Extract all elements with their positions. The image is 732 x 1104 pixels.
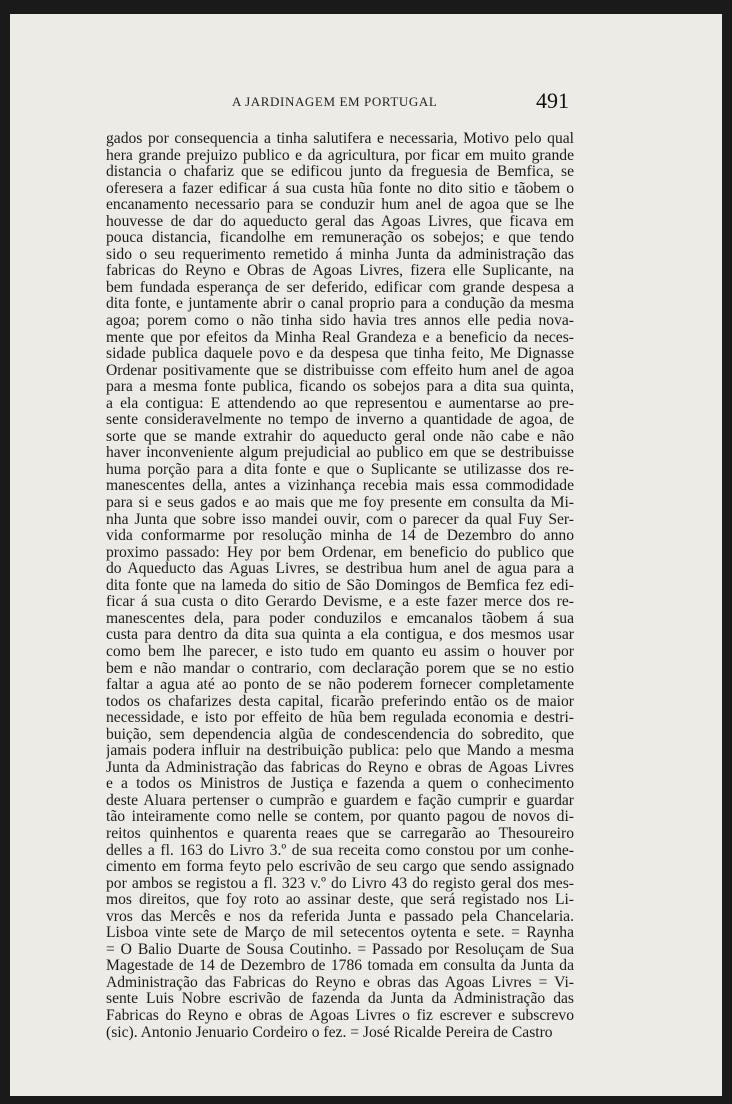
text-line: dita fonte que na lameda do sitio de São Domingos de Bemfica fez edi- xyxy=(106,577,574,594)
text-line: tão inteiramente como nelle se contem, por quanto pagou de novos di- xyxy=(106,809,574,826)
text-line: hera grande prejuizo publico e da agricultura, por ficar em muito grande xyxy=(106,147,574,164)
text-line: Magestade de 14 de Dezembro de 1786 tomada em consulta da Junta da xyxy=(106,958,574,975)
running-title: A JARDINAGEM EM PORTUGAL xyxy=(232,94,438,109)
text-line: jamais podera influir na destribuição publica: pelo que Mando a mesma xyxy=(106,743,574,760)
text-line: manescentes della, antes a vizinhança recebia mais essa commodidade xyxy=(106,478,574,495)
text-line: agoa; porem como o não tinha sido havia tres annos elle pedia nova- xyxy=(106,313,574,330)
text-line: e a todos os Ministros de Justiça e fazenda a quem o conhecimento xyxy=(106,776,574,793)
text-line: reitos quinhentos e quarenta reaes que se carregarão ao Thesoureiro xyxy=(106,825,574,842)
text-line: Administração das Fabricas do Reyno e obras das Agoas Livres = Vi- xyxy=(106,974,574,991)
text-line: nha Junta que sobre isso mandei ouvir, com o parecer da qual Fuy Ser- xyxy=(106,511,574,528)
text-line: bem e não mandar o contrario, com declaração porem que se no estio xyxy=(106,660,574,677)
text-line: por ambos se registou a fl. 323 v.º do Livro 43 do registo geral dos mes- xyxy=(106,875,574,892)
text-line: fabricas do Reyno e Obras de Agoas Livres, fizera elle Suplicante, na xyxy=(106,263,574,280)
text-line: sente consideravelmente no tempo de inverno a quantidade de agoa, de xyxy=(106,412,574,429)
text-line: todos os chafarizes desta capital, ficarão preferindo então os de maior xyxy=(106,693,574,710)
text-line: encanamento necessario para se conduzir hum anel de agoa que se lhe xyxy=(106,197,574,214)
text-line: manescentes dela, para poder conduzilos e emcanalos tãobem á sua xyxy=(106,610,574,627)
text-line: pouca distancia, ficandolhe em remuneração os sobejos; e que tendo xyxy=(106,230,574,247)
page-header xyxy=(10,88,722,118)
text-line: necessidade, e isto por effeito de hũa bem regulada economia e destri- xyxy=(106,710,574,727)
page-number: 491 xyxy=(536,88,569,113)
text-line: Lisboa vinte sete de Março de mil setecentos oytenta e sete. = Raynha xyxy=(106,925,574,942)
text-line: sido o seu requerimento remetido á minha Junta da administração das xyxy=(106,246,574,263)
text-line: mente que por efeitos da Minha Real Grandeza e a beneficio da neces- xyxy=(106,329,574,346)
text-line: vros das Mercês e nos da referida Junta e passado pela Chancelaria. xyxy=(106,908,574,925)
text-line: = O Balio Duarte de Sousa Coutinho. = Passado por Resoluçam de Sua xyxy=(106,941,574,958)
text-line: haver inconveniente algum prejudicial ao publico em que se destribuisse xyxy=(106,445,574,462)
text-line: custa para dentro da dita sua quinta a ela contigua, e dos mesmos usar xyxy=(106,627,574,644)
text-line: dita fonte, e juntamente abrir o canal proprio para a condução da mesma xyxy=(106,296,574,313)
text-line: como bem lhe parecer, e isto tudo em quanto eu assim o houver por xyxy=(106,643,574,660)
document-page xyxy=(10,14,722,1096)
text-line: deste Aluara pertenser o cumprão e guardem e fação cumprir e guardar xyxy=(106,792,574,809)
text-line: houvesse de dar do aqueducto geral das Agoas Livres, que ficava em xyxy=(106,213,574,230)
text-line: ficar á sua custa o dito Gerardo Devisme, e a este fazer merce dos re- xyxy=(106,594,574,611)
text-line: cimento em forma feyto pelo escrivão de seu cargo que sendo assignado xyxy=(106,859,574,876)
text-line: faltar a agua até ao ponto de se não poderem fornecer completamente xyxy=(106,677,574,694)
text-line: sente Luis Nobre escrivão de fazenda da Junta da Administração das xyxy=(106,991,574,1008)
text-line: a ela contigua: E attendendo ao que representou e aumentarse ao pre- xyxy=(106,395,574,412)
text-line: para si e seus gados e ao mais que me foy presente em consulta da Mi- xyxy=(106,495,574,512)
text-line: delles a fl. 163 do Livro 3.º de sua receita como constou por um conhe- xyxy=(106,842,574,859)
text-line: mos direitos, que foy roto ao assinar deste, que será registado nos Li- xyxy=(106,892,574,909)
text-line: huma porção para a dita fonte e que o Suplicante se utilizasse dos re- xyxy=(106,461,574,478)
text-line: para a mesma fonte publica, ficando os sobejos para a dita sua quinta, xyxy=(106,379,574,396)
text-line: vida conformarme por resolução minha de 14 de Dezembro do anno xyxy=(106,528,574,545)
text-line: distancia o chafariz que se edificou junto da freguesia de Bemfica, se xyxy=(106,164,574,181)
text-line: gados por consequencia a tinha salutifera e necessaria, Motivo pelo qual xyxy=(106,131,574,147)
text-line: oferesera a fazer edificar á sua custa hũa fonte no dito sitio e tãobem o xyxy=(106,180,574,197)
text-line: (sic). Antonio Jenuario Cordeiro o fez. = José Ricalde Pereira de Castro xyxy=(106,1024,553,1041)
text-line: Fabricas do Reyno e obras de Agoas Livres o fiz escrever e subscrevo xyxy=(106,1007,574,1024)
text-line: do Aqueducto das Aguas Livres, se destribua hum anel de agua para a xyxy=(106,561,574,578)
text-line: bem fundada esperança de ser deferido, edificar com grande despesa a xyxy=(106,279,574,296)
text-line: sorte que se mande extrahir do aqueducto geral onde não cabe e não xyxy=(106,428,574,445)
body-text xyxy=(106,131,574,1041)
text-line: buição, sem dependencia algũa de condescendencia do sobredito, que xyxy=(106,726,574,743)
text-line: sidade publica daquele povo e da despesa que tinha feito, Me Dignasse xyxy=(106,346,574,363)
text-line: Junta da Administração das fabricas do Reyno e obras de Agoas Livres xyxy=(106,759,574,776)
text-line: proximo passado: Hey por bem Ordenar, em beneficio do publico que xyxy=(106,544,574,561)
text-line: Ordenar positivamente que se distribuisse com effeito hum anel de agoa xyxy=(106,362,574,379)
